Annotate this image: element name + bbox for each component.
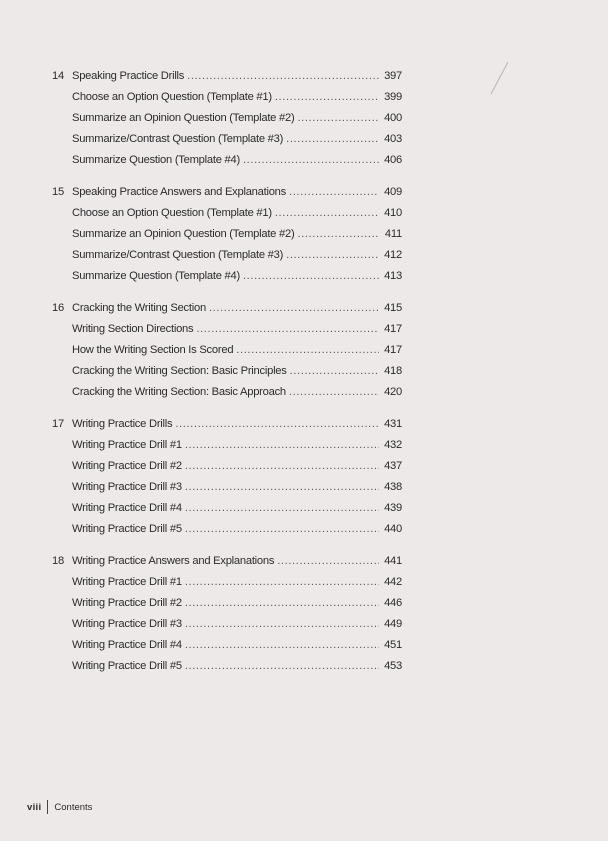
chapter-title: Writing Practice Answers and Explanations: [72, 555, 275, 567]
toc-entry[interactable]: [52, 593, 402, 614]
dot-leader: [275, 203, 379, 224]
dot-leader: [185, 477, 379, 498]
page-number: viii: [27, 801, 42, 813]
page-reference: 418: [384, 365, 402, 377]
page-reference: 446: [384, 597, 402, 609]
dot-leader: [290, 361, 379, 382]
page-reference: 415: [384, 302, 402, 314]
dot-leader: [289, 382, 379, 403]
chapter-block: [52, 66, 402, 171]
page-reference: 437: [384, 460, 402, 472]
page-reference: 442: [384, 576, 402, 588]
page-reference: 439: [384, 502, 402, 514]
running-title: Contents: [54, 801, 93, 813]
dot-leader: [187, 66, 379, 87]
entry-title: Writing Practice Drill #4: [72, 639, 182, 651]
toc-entry[interactable]: [52, 435, 402, 456]
chapter-block: [52, 551, 402, 677]
page-reference: 411: [384, 228, 402, 240]
dot-leader: [185, 656, 379, 677]
dot-leader: [196, 319, 379, 340]
chapter-number: 15: [52, 186, 64, 198]
toc-entry[interactable]: [52, 382, 402, 403]
entry-title: Summarize an Opinion Question (Template #2): [72, 112, 295, 124]
page-reference: 453: [384, 660, 402, 672]
chapter-number: 16: [52, 302, 64, 314]
toc-entry[interactable]: [52, 656, 402, 677]
entry-title: Writing Practice Drill #5: [72, 660, 182, 672]
toc-entry[interactable]: [52, 224, 402, 245]
page-reference: 451: [384, 639, 402, 651]
dot-leader: [277, 551, 379, 572]
page-reference: 410: [384, 207, 402, 219]
page-footer: [27, 800, 92, 814]
toc-entry[interactable]: [52, 245, 402, 266]
dot-leader: [185, 498, 379, 519]
dot-leader: [236, 340, 379, 361]
toc-entry[interactable]: [52, 319, 402, 340]
page-reference: 449: [384, 618, 402, 630]
page-reference: 403: [384, 133, 402, 145]
toc-entry[interactable]: [52, 477, 402, 498]
entry-title: Writing Practice Drill #2: [72, 460, 182, 472]
dot-leader: [185, 593, 379, 614]
entry-title: Summarize/Contrast Question (Template #3): [72, 133, 284, 145]
entry-title: Writing Practice Drill #2: [72, 597, 182, 609]
toc-entry[interactable]: [52, 572, 402, 593]
chapter-block: [52, 182, 402, 287]
page-reference: 417: [384, 344, 402, 356]
entry-title: Writing Practice Drill #5: [72, 523, 182, 535]
page-reference: 406: [384, 154, 402, 166]
entry-title: Writing Practice Drill #4: [72, 502, 182, 514]
toc-entry[interactable]: [52, 340, 402, 361]
entry-title: Choose an Option Question (Template #1): [72, 91, 272, 103]
entry-title: Writing Practice Drill #1: [72, 439, 182, 451]
dot-leader: [209, 298, 379, 319]
table-of-contents: [52, 66, 402, 688]
page-reference: 420: [384, 386, 402, 398]
page-reference: 438: [384, 481, 402, 493]
entry-title: Summarize Question (Template #4): [72, 154, 240, 166]
chapter-title: Speaking Practice Drills: [72, 70, 185, 82]
dot-leader: [185, 519, 379, 540]
toc-entry[interactable]: [52, 129, 402, 150]
chapter-number: 18: [52, 555, 64, 567]
chapter-block: [52, 414, 402, 540]
dot-leader: [275, 87, 379, 108]
entry-title: Choose an Option Question (Template #1): [72, 207, 272, 219]
dot-leader: [185, 572, 379, 593]
page-reference: 412: [384, 249, 402, 261]
chapter-heading[interactable]: [52, 414, 402, 435]
page-reference: 431: [384, 418, 402, 430]
page-reference: 399: [384, 91, 402, 103]
dot-leader: [243, 150, 379, 171]
pencil-mark: [491, 62, 509, 94]
chapter-number: 14: [52, 70, 64, 82]
entry-title: Writing Practice Drill #1: [72, 576, 182, 588]
page-reference: 441: [384, 555, 402, 567]
entry-title: Cracking the Writing Section: Basic Principles: [72, 365, 287, 377]
toc-entry[interactable]: [52, 108, 402, 129]
toc-entry[interactable]: [52, 87, 402, 108]
toc-entry[interactable]: [52, 456, 402, 477]
toc-entry[interactable]: [52, 498, 402, 519]
toc-entry[interactable]: [52, 203, 402, 224]
toc-entry[interactable]: [52, 150, 402, 171]
dot-leader: [185, 614, 379, 635]
page-reference: 413: [384, 270, 402, 282]
toc-entry[interactable]: [52, 635, 402, 656]
page-reference: 397: [384, 70, 402, 82]
page-reference: 400: [384, 112, 402, 124]
dot-leader: [243, 266, 379, 287]
chapter-heading[interactable]: [52, 298, 402, 319]
dot-leader: [185, 635, 379, 656]
entry-title: Cracking the Writing Section: Basic Approach: [72, 386, 286, 398]
dot-leader: [289, 182, 379, 203]
entry-title: Writing Practice Drill #3: [72, 618, 182, 630]
page-reference: 432: [384, 439, 402, 451]
entry-title: How the Writing Section Is Scored: [72, 344, 234, 356]
dot-leader: [175, 414, 379, 435]
chapter-title: Writing Practice Drills: [72, 418, 173, 430]
chapter-block: [52, 298, 402, 403]
chapter-number: 17: [52, 418, 64, 430]
dot-leader: [286, 245, 379, 266]
page-reference: 409: [384, 186, 402, 198]
chapter-title: Cracking the Writing Section: [72, 302, 206, 314]
chapter-heading[interactable]: [52, 551, 402, 572]
page-reference: 440: [384, 523, 402, 535]
chapter-heading[interactable]: [52, 66, 402, 87]
dot-leader: [297, 108, 379, 129]
footer-divider: [47, 800, 48, 814]
dot-leader: [286, 129, 379, 150]
entry-title: Summarize an Opinion Question (Template #2): [72, 228, 295, 240]
toc-entry[interactable]: [52, 266, 402, 287]
entry-title: Writing Practice Drill #3: [72, 481, 182, 493]
entry-title: Summarize Question (Template #4): [72, 270, 240, 282]
entry-title: Summarize/Contrast Question (Template #3): [72, 249, 284, 261]
toc-entry[interactable]: [52, 519, 402, 540]
entry-title: Writing Section Directions: [72, 323, 194, 335]
dot-leader: [185, 435, 379, 456]
page-reference: 417: [384, 323, 402, 335]
chapter-heading[interactable]: [52, 182, 402, 203]
dot-leader: [297, 224, 379, 245]
chapter-title: Speaking Practice Answers and Explanations: [72, 186, 287, 198]
toc-entry[interactable]: [52, 614, 402, 635]
dot-leader: [185, 456, 379, 477]
toc-entry[interactable]: [52, 361, 402, 382]
